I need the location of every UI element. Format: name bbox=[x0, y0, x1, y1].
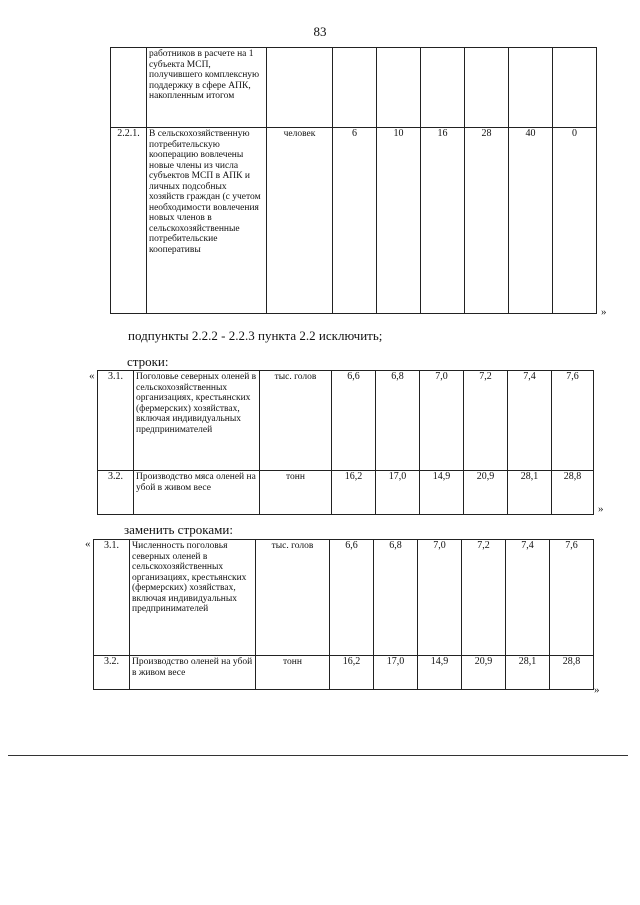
row-value: 6,6 bbox=[330, 540, 374, 656]
close-quote: » bbox=[598, 503, 604, 515]
table-rows-old bbox=[97, 370, 594, 515]
row-value bbox=[333, 48, 377, 128]
row-value: 28,1 bbox=[508, 471, 552, 515]
row-value: 28,1 bbox=[506, 656, 550, 690]
row-unit bbox=[267, 48, 333, 128]
table-row bbox=[98, 371, 594, 471]
close-quote: » bbox=[601, 306, 607, 318]
row-description: Производство мяса оленей на убой в живом весе bbox=[134, 471, 260, 515]
row-value: 28 bbox=[465, 128, 509, 314]
row-value: 0 bbox=[553, 128, 597, 314]
open-quote: « bbox=[85, 538, 91, 550]
table-row bbox=[94, 656, 594, 690]
row-value: 6,8 bbox=[376, 371, 420, 471]
table-row bbox=[111, 128, 597, 314]
row-description: Поголовье северных оленей в сельскохозяйственных организациях, крестьянских (фермерских) хозяйствах, включая индивидуальных предпринимателей bbox=[134, 371, 260, 471]
row-value: 28,8 bbox=[550, 656, 594, 690]
page-number: 83 bbox=[313, 24, 327, 39]
row-unit: тыс. голов bbox=[256, 540, 330, 656]
row-value: 16,2 bbox=[330, 656, 374, 690]
row-value: 7,0 bbox=[418, 540, 462, 656]
row-description: Производство оленей на убой в живом весе bbox=[130, 656, 256, 690]
row-unit: тонн bbox=[260, 471, 332, 515]
row-value: 7,6 bbox=[552, 371, 594, 471]
open-quote: « bbox=[89, 370, 95, 382]
row-value: 20,9 bbox=[462, 656, 506, 690]
label-rows: строки: bbox=[127, 354, 169, 369]
row-value: 40 bbox=[509, 128, 553, 314]
row-value: 17,0 bbox=[374, 656, 418, 690]
row-value bbox=[509, 48, 553, 128]
row-value: 10 bbox=[377, 128, 421, 314]
row-value: 7,0 bbox=[420, 371, 464, 471]
table-row bbox=[98, 471, 594, 515]
row-value bbox=[553, 48, 597, 128]
row-value: 6,8 bbox=[374, 540, 418, 656]
table-rows-new bbox=[93, 539, 594, 690]
row-value: 16,2 bbox=[332, 471, 376, 515]
row-index bbox=[111, 48, 147, 128]
row-value: 17,0 bbox=[376, 471, 420, 515]
row-value: 16 bbox=[421, 128, 465, 314]
row-index: 2.2.1. bbox=[111, 128, 147, 314]
instruction-exclude: подпункты 2.2.2 - 2.2.3 пункта 2.2 исключить; bbox=[128, 328, 383, 343]
row-value: 7,2 bbox=[464, 371, 508, 471]
row-value: 7,4 bbox=[508, 371, 552, 471]
row-unit: тыс. голов bbox=[260, 371, 332, 471]
row-value: 28,8 bbox=[552, 471, 594, 515]
row-value: 6,6 bbox=[332, 371, 376, 471]
row-unit: человек bbox=[267, 128, 333, 314]
row-description: работников в расчете на 1 субъекта МСП, получившего комплексную поддержку в сфере АПК, накопленным итогом bbox=[147, 48, 267, 128]
row-index: 3.2. bbox=[94, 656, 130, 690]
table-row bbox=[94, 540, 594, 656]
row-value: 7,4 bbox=[506, 540, 550, 656]
row-value: 6 bbox=[333, 128, 377, 314]
row-value: 7,6 bbox=[550, 540, 594, 656]
row-value: 20,9 bbox=[464, 471, 508, 515]
row-description: Численность поголовья северных оленей в сельскохозяйственных организациях, крестьянских (фермерских) хозяйствах, включая индивидуальных предпринимателей bbox=[130, 540, 256, 656]
row-value bbox=[377, 48, 421, 128]
table-row bbox=[111, 48, 597, 128]
label-replace: заменить строками: bbox=[124, 522, 233, 537]
table-indicators-2-2 bbox=[110, 47, 597, 314]
row-description: В сельскохозяйственную потребительскую кооперацию вовлечены новые члены из числа субъектов МСП в АПК и личных подсобных хозяйств граждан (с учетом необходимости вовлечения новых членов в сельскохозяйственные потребительские кооперативы bbox=[147, 128, 267, 314]
close-quote: » bbox=[594, 684, 600, 696]
row-value bbox=[421, 48, 465, 128]
row-index: 3.2. bbox=[98, 471, 134, 515]
row-value: 14,9 bbox=[418, 656, 462, 690]
row-index: 3.1. bbox=[98, 371, 134, 471]
footer-divider bbox=[8, 755, 628, 756]
row-index: 3.1. bbox=[94, 540, 130, 656]
row-value: 14,9 bbox=[420, 471, 464, 515]
row-unit: тонн bbox=[256, 656, 330, 690]
row-value: 7,2 bbox=[462, 540, 506, 656]
row-value bbox=[465, 48, 509, 128]
